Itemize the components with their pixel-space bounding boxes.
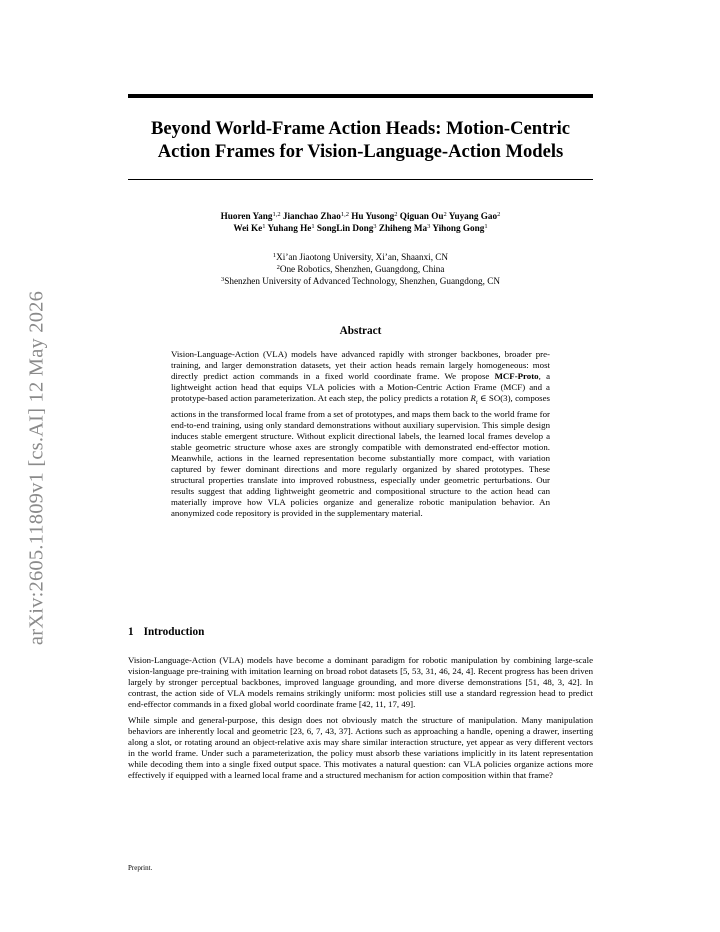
math-subscript: t: [475, 399, 478, 406]
affiliation-number: 2: [276, 264, 280, 271]
arxiv-identifier: [22, 268, 52, 668]
preprint-footer: Preprint.: [128, 864, 153, 872]
author-affiliation-mark: 1,2: [340, 211, 349, 218]
affiliation: [128, 251, 593, 263]
author-list: [128, 210, 593, 234]
affiliation-text: One Robotics, Shenzhen, Guangdong, China: [279, 264, 445, 274]
author-name: Hu Yusong: [351, 211, 395, 221]
author-affiliation-mark: 1: [262, 223, 266, 230]
section-heading: [128, 626, 204, 638]
abstract-text-part: , a lightweight action head that equips VLA policies with a Motion-Centric Action Frame (MCF) and a prototype-based action parameterization. At each step, the policy predicts a rotation: [171, 371, 550, 404]
affiliation-text: Xi’an Jiaotong University, Xi’an, Shaanxi, CN: [276, 252, 449, 262]
author-name: Yuyang Gao: [448, 211, 498, 221]
author-name: Yuhang He: [267, 223, 312, 233]
author-affiliation-mark: 3: [427, 223, 431, 230]
section-number: 1: [128, 626, 134, 638]
abstract-text-part: , composes actions in the transformed local frame from a set of prototypes, and maps them back to the world frame for end-to-end training, using only standard demonstrations without auxiliary supervision. This simple design induces stable emergent structure. Without explicit directional labels, the learned local frames develop a stable geometric structure whose axes are strongly compatible with demonstrated end-effector motion. Meanwhile, actions in the learned representation become substantially more compact, with variation captured by fewer dominant directions and more regularly organized by shared prototypes. These structural properties translate into improved robustness, especially under geometric perturbations. Our results suggest that adding lightweight geometric and compositional structure to the action head can materially improve how VLA policies organize and generalize robotic manipulation behavior. An anonymized code repository is provided in the supplementary material.: [171, 393, 550, 519]
author-name: Huoren Yang: [220, 211, 273, 221]
paragraph: While simple and general-purpose, this design does not obviously match the structure of manipulation. Many manipulation behaviors are inherently local and geometric [23, 6, 7, 43, 37]. Actions such as approaching a handle, opening a drawer, inserting along a slot, or rotating around an object-relative axis may share similar interaction structure, yet appear as very different vectors in the world frame. Under such a parameterization, the policy must absorb these variations implicitly in its latent representation while decoding them into a single fixed output space. This motivates a natural question: can VLA policies organize actions more effectively if equipped with a learned local frame and a structured mechanism for action composition within that frame?: [128, 715, 593, 781]
math-symbol: R: [470, 393, 476, 404]
introduction-body: [128, 655, 593, 787]
affiliation-text: Shenzhen University of Advanced Technology, Shenzhen, Guangdong, CN: [224, 276, 500, 286]
author-line-2: [128, 222, 593, 234]
arxiv-identifier-text: arXiv:2605.11809v1 [cs.AI] 12 May 2026: [25, 290, 48, 646]
author-affiliation-mark: 1,2: [272, 211, 281, 218]
author-affiliation-mark: 2: [443, 211, 447, 218]
section-title: Introduction: [143, 626, 205, 638]
author-affiliation-mark: 1: [311, 223, 315, 230]
author-line-1: [128, 210, 593, 222]
abstract-body: [171, 349, 550, 519]
author-name: Wei Ke: [233, 223, 263, 233]
title-bottom-rule: [128, 179, 593, 180]
author-affiliation-mark: 2: [497, 211, 501, 218]
method-name: MCF-Proto: [494, 371, 539, 382]
affiliation-list: [128, 251, 593, 287]
author-name: Qiguan Ou: [399, 211, 444, 221]
affiliation-number: 1: [272, 252, 277, 259]
paper-title: [128, 117, 593, 163]
affiliation: [128, 263, 593, 275]
author-name: Yihong Gong: [432, 223, 485, 233]
author-name: Zhiheng Ma: [378, 223, 428, 233]
title-line-2: Action Frames for Vision-Language-Action Models: [157, 141, 564, 162]
affiliation: [128, 275, 593, 287]
title-top-rule: [128, 94, 593, 98]
author-affiliation-mark: 2: [394, 211, 398, 218]
author-name: Jianchao Zhao: [282, 211, 341, 221]
title-line-1: Beyond World-Frame Action Heads: Motion-Centric: [150, 118, 570, 139]
affiliation-number: 3: [221, 276, 225, 283]
math-expression: ∈ SO(3): [477, 393, 511, 404]
abstract-text-part: Vision-Language-Action (VLA) models have advanced rapidly with stronger backbones, broader pre-training, and larger demonstration datasets, yet their action heads remain largely homogeneous: most directly predict action commands in a fixed world coordinate frame. We propose: [171, 349, 550, 382]
abstract-heading: Abstract: [339, 325, 382, 337]
author-affiliation-mark: 1: [484, 223, 488, 230]
author-affiliation-mark: 3: [373, 223, 377, 230]
paragraph: Vision-Language-Action (VLA) models have become a dominant paradigm for robotic manipulation by combining large-scale vision-language pre-training with imitation learning on broad robot datasets [5, 53, 31, 46, 24, 4]. Recent progress has been driven largely by stronger perceptual backbones, improved language grounding, and more diverse demonstrations [51, 48, 3, 42]. In contrast, the action side of VLA models remains strikingly uniform: most policies still use a standard regression head to predict end-effector commands in a fixed global world coordinate frame [42, 11, 17, 49].: [128, 655, 593, 710]
author-name: SongLin Dong: [316, 223, 374, 233]
